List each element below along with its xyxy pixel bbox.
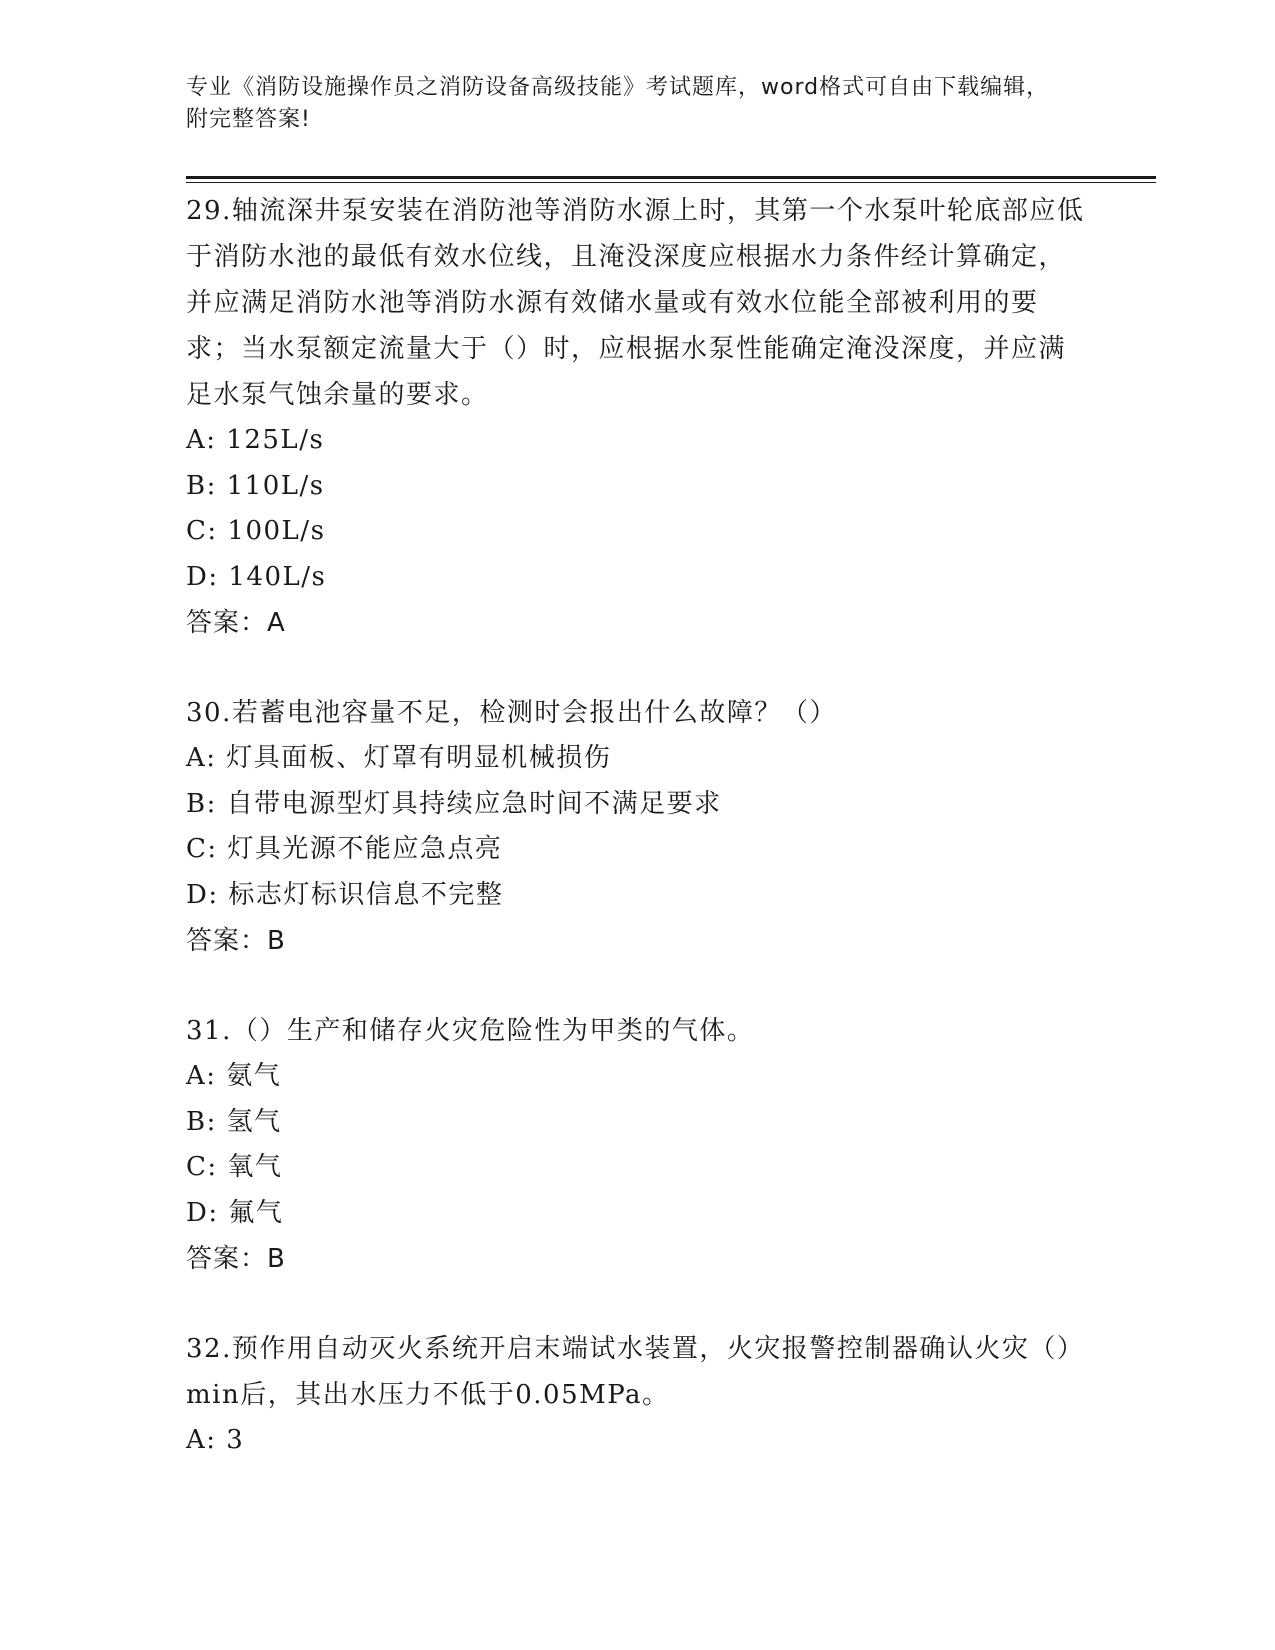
question-29 <box>186 188 1086 646</box>
question-stem: 30.若蓄电池容量不足，检测时会报出什么故障？（） <box>186 698 837 728</box>
option-c: C: 100L/s <box>186 516 326 546</box>
question-spacer <box>186 1282 1086 1326</box>
option-b: B: 自带电源型灯具持续应急时间不满足要求 <box>186 788 722 819</box>
answer-text: 答案：B <box>186 926 286 956</box>
option-b: B: 110L/s <box>186 470 325 501</box>
question-stem: 31.（）生产和储存火灾危险性为甲类的气体。 <box>186 1016 755 1046</box>
question-30 <box>186 690 1086 964</box>
option-a: A: 3 <box>186 1425 245 1455</box>
option-a: A: 125L/s <box>186 425 325 455</box>
header-divider-thick <box>186 176 1156 179</box>
page-header-text: 专业《消防设施操作员之消防设备高级技能》考试题库，word格式可自由下载编辑，附完整答案! <box>186 75 1050 132</box>
option-d: D: 氟气 <box>186 1197 284 1228</box>
question-spacer <box>186 964 1086 1008</box>
option-d: D: 140L/s <box>186 561 327 592</box>
answer-text: 答案：A <box>186 608 286 638</box>
option-d: D: 标志灯标识信息不完整 <box>186 879 504 910</box>
question-stem: 32.预作用自动灭火系统开启末端试水装置，火灾报警控制器确认火灾（）min后，其出水压力不低于0.05MPa。 <box>186 1334 1085 1410</box>
question-spacer <box>186 646 1086 690</box>
question-32 <box>186 1326 1086 1464</box>
option-a: A: 灯具面板、灯罩有明显机械损伤 <box>186 743 612 773</box>
question-31 <box>186 1008 1086 1282</box>
question-stem: 29.轴流深井泵安装在消防池等消防水源上时，其第一个水泵叶轮底部应低于消防水池的最低有效水位线，且淹没深度应根据水力条件经计算确定，并应满足消防水池等消防水源有效储水量或有效水位能全部被利用的要求；当水泵额定流量大于（）时，应根据水泵性能确定淹没深度，并应满足水泵气蚀余量的要求。 <box>186 196 1085 410</box>
answer-text: 答案：B <box>186 1244 286 1274</box>
question-list <box>186 188 1086 1464</box>
option-c: C: 灯具光源不能应急点亮 <box>186 834 503 864</box>
option-a: A: 氨气 <box>186 1061 282 1091</box>
option-c: C: 氧气 <box>186 1152 283 1182</box>
option-b: B: 氢气 <box>186 1106 282 1137</box>
header-divider-thin <box>186 182 1156 183</box>
